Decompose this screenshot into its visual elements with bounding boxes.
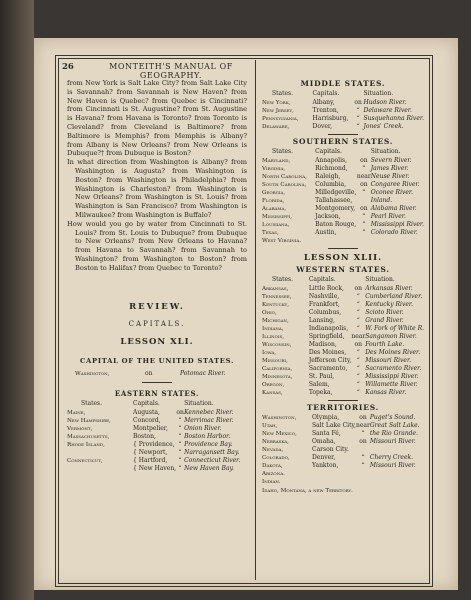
middle-state: New York, <box>262 100 291 107</box>
southern-states-table <box>262 148 424 245</box>
western-state: California, <box>262 366 293 373</box>
southern-row <box>262 197 424 205</box>
territory-situation: Missouri River. <box>369 462 416 470</box>
western-state: Iowa, <box>262 350 277 357</box>
capital-us-row <box>67 370 247 379</box>
capital-us-river: Potomac River. <box>180 369 226 377</box>
paragraph-water-routes: How would you go by water from Cincinnati to St. Louis? from St. Louis to Dubuque? from Dubuque to New Orleans? from New Orleans to Havana? from Havana to Savannah? from Savannah to Washington? from Washington to Boston? from Boston to Halifax? from Quebec to Toronto? <box>67 219 247 272</box>
western-situation: Des Moines River. <box>365 349 421 357</box>
southern-situation: Congaree River. <box>370 181 420 189</box>
western-capital: Columbus, <box>308 309 342 317</box>
territory-capital: Omaha, <box>312 438 336 446</box>
western-row <box>262 349 424 357</box>
western-capital: Sacramento, <box>308 365 348 373</box>
eastern-capital: { Newport, <box>133 449 168 457</box>
territory-row <box>262 446 424 454</box>
eastern-state <box>67 449 133 457</box>
eastern-prep: “ <box>178 465 182 473</box>
eastern-state: Maine, <box>67 410 86 417</box>
southern-state: Virginia, <box>262 166 286 173</box>
eastern-situation: Connecticut River. <box>184 457 241 465</box>
southern-prep: “ <box>362 221 366 229</box>
eastern-capital: Concord, <box>133 417 161 425</box>
territory-capital: Carson City. <box>312 446 349 454</box>
middle-states-table <box>262 90 424 131</box>
middle-capital: Harrisburg, <box>312 115 349 123</box>
territory-situation <box>370 478 424 486</box>
eastern-prep: “ <box>178 441 182 449</box>
southern-capital: Richmond, <box>315 165 348 173</box>
eastern-situation: Narragansett Bay. <box>184 449 240 457</box>
eastern-states-heading: EASTERN STATES. <box>114 388 200 398</box>
western-situation: Sangamon River. <box>365 333 417 341</box>
col-header-situation: Situation. <box>184 400 214 408</box>
western-row <box>262 309 424 317</box>
southern-capital: Columbia, <box>315 181 346 189</box>
book-page <box>34 38 458 590</box>
middle-state: New Jersey, <box>262 108 294 115</box>
western-situation: Arkansas River. <box>365 285 413 293</box>
western-prep: “ <box>356 373 360 381</box>
western-state: Arkansas, <box>262 286 289 293</box>
southern-situation: Colorado River. <box>370 229 418 237</box>
territory-prep <box>356 470 370 478</box>
southern-row <box>262 221 424 229</box>
eastern-capital: Boston, <box>133 433 156 441</box>
territory-situation: Missouri River. <box>369 438 416 446</box>
southern-situation: Inland. <box>370 197 393 205</box>
western-capital: St. Paul, <box>308 373 335 381</box>
southern-state: West Virginia. <box>262 238 302 245</box>
southern-row <box>262 173 424 181</box>
western-prep: “ <box>356 293 360 301</box>
middle-state: Pennsylvania, <box>262 116 299 123</box>
territory-row <box>262 478 424 486</box>
southern-row <box>262 237 424 245</box>
lesson-xli-heading: LESSON XLI. <box>120 337 194 348</box>
middle-capital: Trenton, <box>312 107 339 115</box>
southern-prep: on <box>360 157 368 165</box>
western-prep: “ <box>356 317 360 325</box>
capital-us-heading: CAPITAL OF THE UNITED STATES. <box>79 356 235 365</box>
western-row <box>262 333 424 341</box>
right-column <box>262 78 424 496</box>
col-header-states: States. <box>272 276 294 284</box>
territory-prep <box>356 478 370 486</box>
middle-row <box>262 107 424 115</box>
middle-state: Delaware, <box>262 124 290 131</box>
western-prep: “ <box>356 381 360 389</box>
southern-prep: “ <box>362 165 366 173</box>
territory-state: Nebraska, <box>262 439 289 446</box>
lesson-xlii-heading: LESSON XLII. <box>303 253 383 264</box>
eastern-row <box>67 465 247 473</box>
western-row <box>262 381 424 389</box>
eastern-state <box>67 465 133 473</box>
eastern-state: Rhode Island, <box>67 442 105 449</box>
western-situation: W. Fork of White R. <box>365 325 424 333</box>
eastern-row <box>67 433 247 441</box>
southern-capital: Milledgeville, <box>315 189 357 197</box>
col-header-capitals: Capitals. <box>133 400 160 408</box>
western-row <box>262 357 424 365</box>
eastern-prep: “ <box>178 457 182 465</box>
territories-heading: TERRITORIES. <box>306 403 380 413</box>
southern-prep <box>357 197 371 205</box>
southern-capital <box>315 237 357 245</box>
southern-state: North Carolina, <box>262 174 307 181</box>
western-row <box>262 325 424 333</box>
southern-state: Florida, <box>262 198 285 205</box>
southern-states-heading: SOUTHERN STATES. <box>292 137 394 147</box>
western-states-table <box>262 276 424 397</box>
eastern-row <box>67 457 247 465</box>
col-header-situation: Situation. <box>370 148 401 156</box>
western-situation: Kansas River. <box>365 389 407 397</box>
territory-situation <box>370 470 424 478</box>
western-prep: on <box>354 341 363 349</box>
col-header-capitals: Capitals. <box>315 148 342 156</box>
middle-prep: “ <box>356 123 360 131</box>
western-state: Wisconsin, <box>262 342 292 349</box>
western-capital: Nashville, <box>308 293 340 301</box>
western-capital: Little Rock, <box>308 285 344 293</box>
eastern-capital: { New Haven, <box>133 465 177 473</box>
eastern-situation: New Haven Bay. <box>184 465 234 473</box>
western-prep: “ <box>356 365 360 373</box>
col-header-situation: Situation. <box>363 90 394 98</box>
western-capital: Frankfort, <box>308 301 340 309</box>
eastern-row <box>67 417 247 425</box>
territory-situation <box>370 446 424 454</box>
eastern-situation: Boston Harbor. <box>184 433 231 441</box>
eastern-states-table <box>67 400 247 473</box>
middle-situation: Hudson River. <box>363 99 407 107</box>
western-situation: Missouri River. <box>365 357 412 365</box>
middle-situation: Susquehanna River. <box>363 115 424 123</box>
western-row <box>262 301 424 309</box>
running-head: MONTEITH'S MANUAL OF GEOGRAPHY. <box>109 62 233 80</box>
middle-prep: “ <box>356 115 360 123</box>
eastern-capital: { Hartford, <box>133 457 168 465</box>
capital-us-on: on <box>145 369 153 377</box>
middle-capital: Albany, <box>312 99 335 107</box>
southern-situation: Oconee River. <box>370 189 414 197</box>
southern-capital: Baton Rouge, <box>315 221 357 229</box>
col-header-states: States. <box>272 90 294 98</box>
eastern-situation: Onion River. <box>184 425 222 433</box>
southern-capital: Austin, <box>315 229 337 237</box>
western-situation: Grand River. <box>365 317 404 325</box>
territory-state: Indian. <box>262 479 281 486</box>
eastern-state: New Hampshire, <box>67 418 111 425</box>
col-header-capitals: Capitals. <box>312 90 340 98</box>
western-capital: Des Moines, <box>308 349 347 357</box>
paragraph-directions: In what direction from Washington is Albany? from Washington is Augusta? from Washington is Boston? from Washington is Philadelphia? from Washington is Charleston? from Washington is New Orleans? from Washington is St. Louis? from Washington is San Francisco? from Washington is Milwaukee? from Washington is Buffalo? <box>67 158 247 219</box>
eastern-situation: Merrimac River. <box>184 417 234 425</box>
western-state: Missouri, <box>262 358 288 365</box>
eastern-situation: Kennebec River. <box>184 409 234 417</box>
col-header-states: States. <box>272 148 294 156</box>
western-state: Ohio, <box>262 310 277 317</box>
middle-row <box>262 99 424 107</box>
territories-table <box>262 414 424 486</box>
southern-row <box>262 165 424 173</box>
territory-state: Arizona. <box>262 471 285 478</box>
eastern-prep: on <box>176 409 184 417</box>
southern-prep: near <box>356 173 371 181</box>
southern-situation: Neuse River. <box>370 173 410 181</box>
southern-prep <box>357 237 371 245</box>
eastern-row <box>67 441 247 449</box>
eastern-row <box>67 449 247 457</box>
eastern-situation: Providence Bay. <box>184 441 233 449</box>
territories-footer-line: Idaho, Montana, a new Territory. <box>262 488 353 495</box>
middle-situation: Delaware River. <box>363 107 412 115</box>
territory-prep <box>356 446 370 454</box>
western-prep: “ <box>356 325 360 333</box>
col-header-capitals: Capitals. <box>308 276 336 284</box>
southern-situation: Severn River. <box>370 157 412 165</box>
territory-prep: “ <box>361 462 365 470</box>
middle-prep: “ <box>356 107 360 115</box>
western-situation: Cumberland River. <box>365 293 423 301</box>
western-state: Kentucky, <box>262 302 289 309</box>
territory-state: Dakota, <box>262 463 283 470</box>
territory-row <box>262 438 424 446</box>
territory-prep: on <box>359 414 367 422</box>
southern-situation: Mississippi River. <box>370 221 424 229</box>
western-prep: “ <box>356 301 360 309</box>
western-prep: “ <box>356 309 360 317</box>
territory-row <box>262 462 424 470</box>
southern-capital: Montgomery, <box>315 205 356 213</box>
southern-prep: “ <box>362 229 366 237</box>
capital-us-place: Washington, <box>75 370 110 377</box>
territory-prep: on <box>359 438 367 446</box>
territory-state: Washington, <box>262 415 297 422</box>
eastern-state: Vermont, <box>67 426 93 433</box>
territory-situation: Cherry Creek. <box>369 454 414 462</box>
middle-situation: Jones' Creek. <box>363 123 404 131</box>
middle-prep: on <box>354 99 362 107</box>
review-heading: REVIEW. <box>129 301 185 312</box>
southern-situation: James River. <box>370 165 409 173</box>
western-state: Oregon, <box>262 382 285 389</box>
western-situation: Fourth Lake. <box>365 341 405 349</box>
territory-row <box>262 430 424 438</box>
territory-capital <box>312 478 356 486</box>
page-number: 26 <box>62 62 74 72</box>
territory-row <box>262 470 424 478</box>
territory-situation: Great Salt Lake. <box>369 422 420 430</box>
southern-row <box>262 229 424 237</box>
southern-situation <box>371 237 424 245</box>
southern-prep: on <box>360 205 368 213</box>
territory-capital: Yankton, <box>312 462 339 470</box>
western-state: Tennessee, <box>262 294 292 301</box>
southern-row <box>262 157 424 165</box>
western-row <box>262 317 424 325</box>
territory-capital: Santa Fé, <box>312 430 341 438</box>
capitals-heading: CAPITALS. <box>128 320 186 329</box>
western-row <box>262 341 424 349</box>
western-situation: Kentucky River. <box>365 301 414 309</box>
western-row <box>262 373 424 381</box>
western-capital: Jefferson City, <box>308 357 352 365</box>
southern-capital: Raleigh, <box>315 173 341 181</box>
territory-capital <box>312 470 356 478</box>
western-capital: Springfield, <box>308 333 345 341</box>
southern-state: Georgia, <box>262 190 286 197</box>
territory-state: Utah, <box>262 423 278 430</box>
southern-state: Mississippi, <box>262 214 293 221</box>
territory-prep: near <box>356 422 370 430</box>
territory-situation: the Rio Grande. <box>369 430 418 438</box>
eastern-prep: “ <box>178 425 182 433</box>
western-situation: Scioto River. <box>365 309 404 317</box>
eastern-state: Massachusetts, <box>67 434 110 441</box>
middle-states-heading: MIDDLE STATES. <box>300 79 386 88</box>
territory-situation: Puget's Sound. <box>369 414 416 422</box>
book-gutter-shadow <box>0 0 34 600</box>
western-prep: “ <box>356 357 360 365</box>
western-state: Kansas, <box>262 390 283 397</box>
western-state: Minnesota, <box>262 374 293 381</box>
territory-row <box>262 422 424 430</box>
separator-rule <box>328 248 358 249</box>
left-column <box>67 79 247 473</box>
middle-row <box>262 115 424 123</box>
western-row <box>262 389 424 397</box>
western-prep: on <box>354 285 363 293</box>
middle-row <box>262 123 424 131</box>
territory-capital: Salt Lake City, <box>312 422 357 430</box>
separator-rule <box>328 400 358 401</box>
southern-row <box>262 189 424 197</box>
eastern-row <box>67 409 247 417</box>
western-situation: Willamette River. <box>365 381 418 389</box>
southern-row <box>262 181 424 189</box>
western-row <box>262 285 424 293</box>
territory-state: Nevada, <box>262 447 284 454</box>
western-states-heading: WESTERN STATES. <box>296 265 390 275</box>
separator-rule <box>328 134 358 135</box>
western-row <box>262 293 424 301</box>
column-divider <box>255 60 256 580</box>
western-state: Michigan, <box>262 318 289 325</box>
eastern-capital: { Providence, <box>133 441 175 449</box>
western-state: Indiana, <box>262 326 284 333</box>
southern-state: South Carolina, <box>262 182 307 189</box>
western-situation: Sacramento River. <box>365 365 422 373</box>
territory-row <box>262 414 424 422</box>
eastern-capital: Montpelier, <box>133 425 168 433</box>
eastern-prep: “ <box>178 433 182 441</box>
col-header-states: States. <box>81 400 103 408</box>
southern-situation: Pearl River. <box>370 213 406 221</box>
western-capital: Salem, <box>308 381 330 389</box>
separator-rule <box>142 382 172 383</box>
paragraph-distances: from New York is Salt Lake City? from Salt Lake City is Savannah? from Savannah is New Haven? from New Haven is Quebec? from Quebec is Cincinnati? from Cincinnati is St. Augustine? from St. Augustine is Havana? from Havana is Toronto? from Toronto is Cleveland? from Cleveland is Baltimore? from Baltimore is Memphis? from Memphis is Albany? from Albany is New Orleans? from New Orleans is Dubuque?† from Dubuque is Boston? <box>67 79 247 158</box>
southern-state: Texas, <box>262 230 279 237</box>
southern-prep: on <box>360 181 368 189</box>
western-capital: Lansing, <box>308 317 335 325</box>
eastern-prep: “ <box>178 449 182 457</box>
territory-prep: “ <box>361 430 365 438</box>
southern-capital: Annapolis, <box>315 157 347 165</box>
western-prep: “ <box>356 389 360 397</box>
southern-capital: Jackson, <box>315 213 341 221</box>
eastern-capital: Augusta, <box>133 409 160 417</box>
territory-prep: “ <box>361 454 365 462</box>
southern-situation: Alabama River. <box>370 205 417 213</box>
territory-capital: Olympia, <box>312 414 340 422</box>
western-state: Illinois, <box>262 334 284 341</box>
western-situation: Mississippi River. <box>365 373 419 381</box>
territory-capital: Denver, <box>312 454 336 462</box>
southern-row <box>262 213 424 221</box>
western-prep: near <box>351 333 366 341</box>
southern-capital: Tallahassee, <box>315 197 353 205</box>
southern-state: Louisiana, <box>262 222 290 229</box>
western-prep: “ <box>356 349 360 357</box>
territory-state: New Mexico, <box>262 431 297 438</box>
col-header-situation: Situation. <box>365 276 395 284</box>
southern-prep: “ <box>362 189 366 197</box>
eastern-row <box>67 425 247 433</box>
southern-state: Alabama, <box>262 206 287 213</box>
western-row <box>262 365 424 373</box>
southern-prep: “ <box>362 213 366 221</box>
western-capital: Indianapolis, <box>308 325 349 333</box>
territory-state: Colorado, <box>262 455 290 462</box>
southern-row <box>262 205 424 213</box>
eastern-prep: “ <box>178 417 182 425</box>
territory-row <box>262 454 424 462</box>
western-capital: Topeka, <box>308 389 333 397</box>
eastern-state: Connecticut, <box>67 458 103 465</box>
western-capital: Madison, <box>308 341 337 349</box>
middle-capital: Dover, <box>312 123 332 131</box>
southern-state: Maryland, <box>262 158 291 165</box>
